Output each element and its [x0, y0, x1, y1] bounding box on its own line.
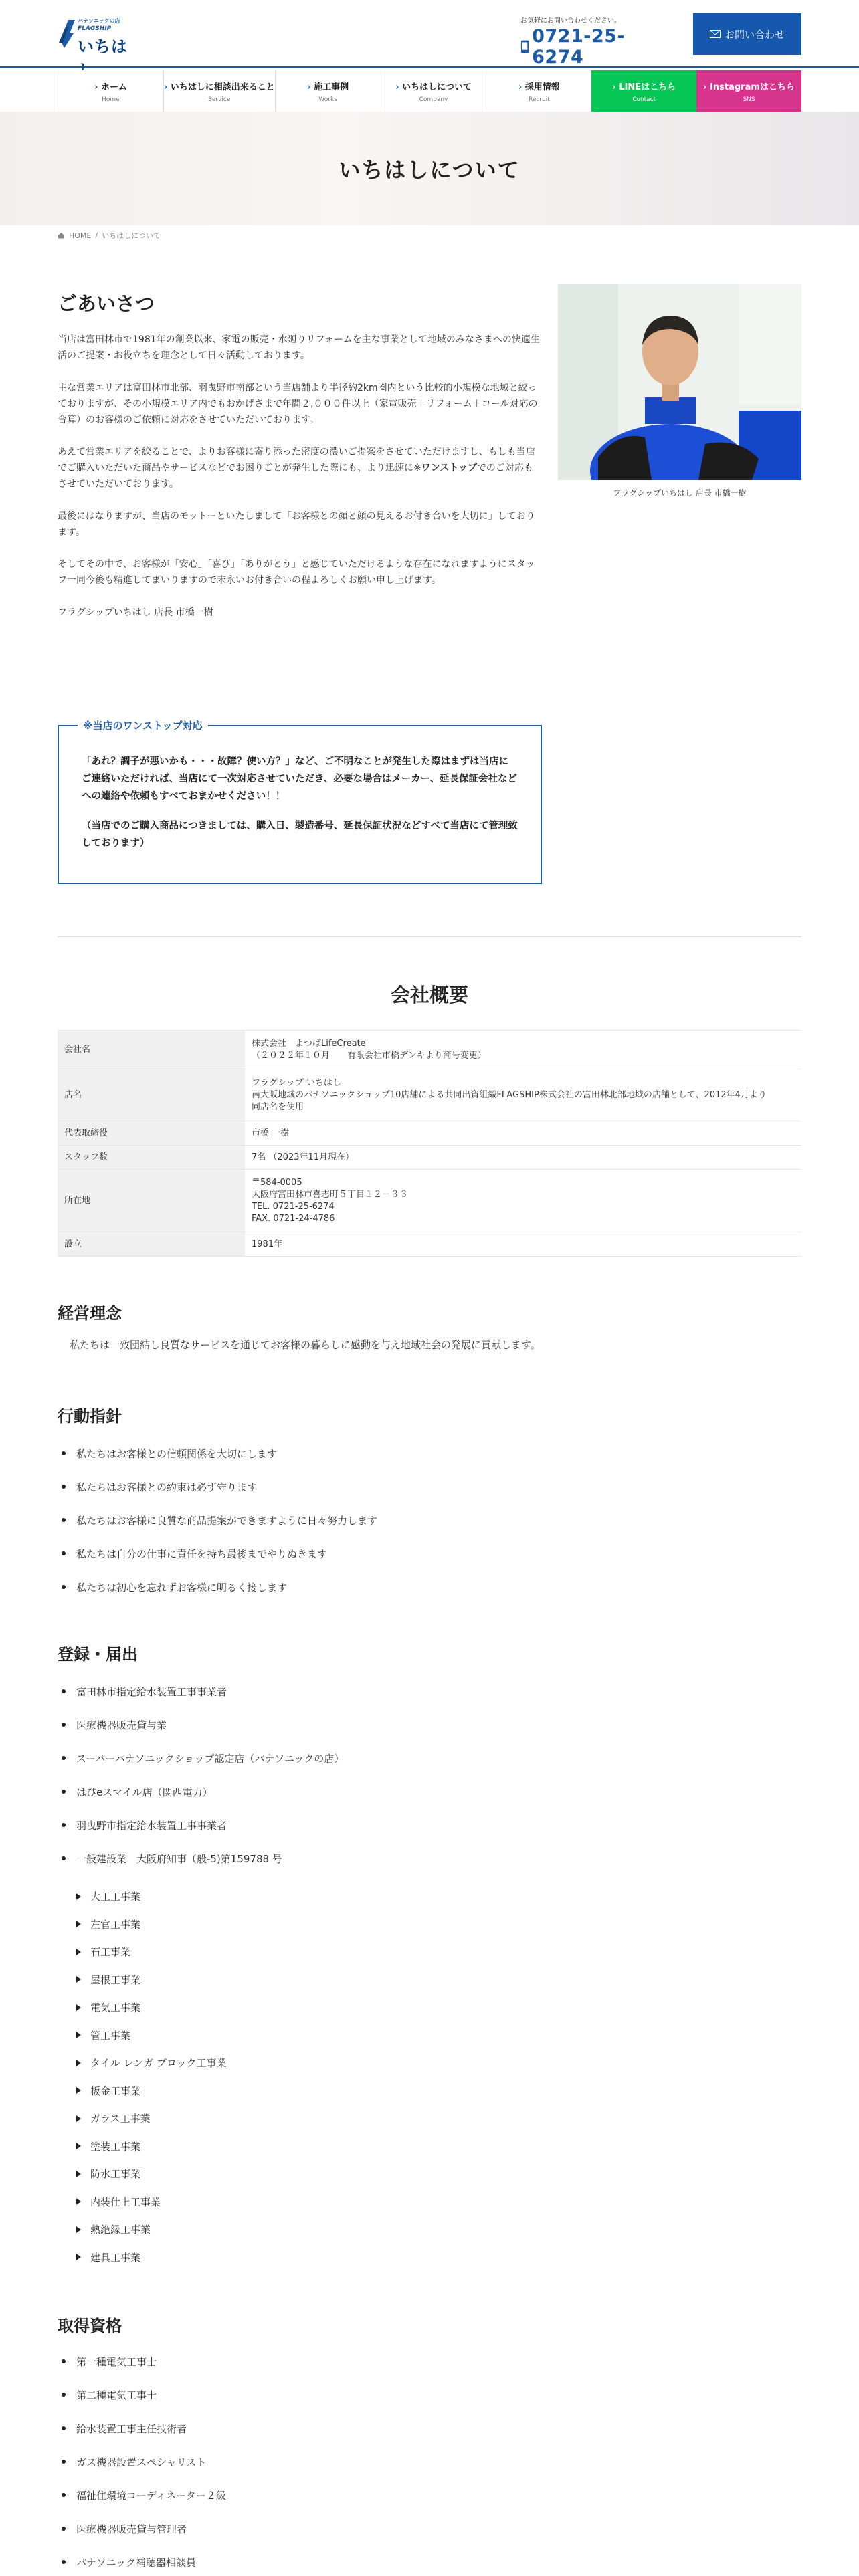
inquiry-label: お問い合わせ: [724, 28, 785, 41]
list-item: 屋根工事業: [74, 1966, 227, 1994]
nav-sub: Contact: [632, 96, 656, 103]
greeting-paragraph: 主な営業エリアは富田林市北部、羽曳野市南部という当店舗より半径約2km圏内という比較的小規模な地域と絞っておりますが、その小規模エリア内でもおかげさまで年間２,０００件以上（家電販売＋リフォーム＋コール対応の合算）のお客様のご依頼に対応をさせていただいております。: [58, 383, 538, 425]
nav-sub: Recruit: [528, 96, 550, 103]
registrations-title: 登録・届出: [58, 1645, 138, 1664]
page-title: いちはしについて: [339, 157, 520, 183]
table-header: スタッフ数: [58, 1146, 245, 1170]
list-item: ガラス工事業: [74, 2105, 227, 2133]
nav-label: › LINEはこちら: [612, 80, 676, 92]
list-item: 管工事業: [74, 2022, 227, 2050]
phone-number: 0721-25-6274: [532, 26, 626, 68]
table-row: [58, 1031, 801, 1069]
list-item: 塗装工事業: [74, 2133, 227, 2161]
list-item: 私たちはお客様との約束は必ず守ります: [60, 1470, 377, 1503]
nav-item-home[interactable]: [58, 70, 163, 112]
list-item: 防水工事業: [74, 2160, 227, 2188]
list-item: 大工工事業: [74, 1883, 227, 1911]
phone-icon: [520, 39, 529, 54]
nav-label: › いちはしに相談出来ること: [164, 80, 275, 92]
qualifications-title: 取得資格: [58, 2317, 122, 2335]
list-item: 私たちは自分の仕事に責任を持ち最後までやりぬきます: [60, 1537, 377, 1570]
logo-subtitle: パナソニックの店: [78, 18, 120, 24]
nav-label: › 施工事例: [307, 80, 349, 92]
list-item: 第二種電気工事士: [60, 2378, 226, 2411]
table-row: [58, 1069, 801, 1121]
table-header: 所在地: [58, 1170, 245, 1232]
guidelines-title: 行動指針: [58, 1407, 122, 1426]
table-header: 店名: [58, 1069, 245, 1121]
inquiry-button[interactable]: [693, 13, 801, 55]
table-cell: 市橋 一樹: [245, 1121, 801, 1146]
contact-note: お気軽にお問い合わせください。: [520, 17, 621, 25]
home-icon: [58, 232, 65, 239]
table-cell-line: 〒584-0005: [252, 1177, 302, 1188]
nav-sub: Works: [318, 96, 337, 103]
table-row: [58, 1232, 801, 1257]
list-item: 羽曳野市指定給水装置工事事業者: [60, 1808, 344, 1842]
table-cell-line: 大阪府富田林市喜志町５丁目１２－３３: [252, 1189, 409, 1200]
nav-item-instagram[interactable]: [696, 70, 801, 112]
nav-item-line[interactable]: [591, 70, 696, 112]
philosophy-text: 私たちは一致団結し良質なサービスを通じてお客様の暮らしに感動を与え地域社会の発展に貢献します。: [70, 1339, 541, 1351]
greeting-paragraph: [58, 444, 542, 492]
list-item: 電気工事業: [74, 1994, 227, 2022]
table-cell-line: 南大阪地域のパナソニックショップ10店舗による共同出資組織FLAGSHIP株式会社の富田林北部地域の店舗として、2012年4月より: [252, 1089, 767, 1100]
nav-sub: Service: [208, 96, 231, 103]
onestop-title: ※当店のワンストップ対応: [78, 718, 208, 732]
list-item: 第一種電気工事士: [60, 2345, 226, 2378]
guidelines-list: [60, 1436, 377, 1604]
qualifications-list: [60, 2345, 226, 2576]
company-table: [58, 1030, 801, 1257]
list-item: 私たちはお客様との信頼関係を大切にします: [60, 1436, 377, 1470]
list-item: タイル レンガ ブロック工事業: [74, 2049, 227, 2077]
greeting-body: [58, 332, 542, 637]
list-item: 建具工事業: [74, 2244, 227, 2272]
registrations-list: [60, 1675, 344, 1875]
nav-label: › 採用情報: [518, 80, 560, 92]
manager-portrait-illustration: [558, 284, 801, 480]
list-item: パナソニック補聴器相談員: [60, 2545, 226, 2576]
table-cell-line: フラグシップ いちはし: [252, 1077, 341, 1088]
nav-sub: SNS: [743, 96, 755, 103]
list-item: 福祉住環境コーディネーター２級: [60, 2478, 226, 2512]
manager-photo: [558, 284, 801, 480]
list-item: 板金工事業: [74, 2077, 227, 2105]
philosophy-title: 経営理念: [58, 1304, 122, 1323]
table-cell: 7名 （2023年11月現在）: [245, 1146, 801, 1170]
onestop-note: （当店でのご購入商品につきましては、購入日、製造番号、延長保証状況などすべて当店にて管理致しております）: [82, 821, 518, 849]
greeting-paragraph: そしてその中で、お客様が「安心」「喜び」「ありがとう」と感じていただけるような存在になれますようにスタッフ一同今後も精進してまいりますので末永いお付き合いの程よろしくお願い申し上げます。: [58, 559, 535, 586]
table-cell: [245, 1031, 801, 1069]
list-item: 熱絶縁工事業: [74, 2216, 227, 2244]
onestop-emphasis: ワンストップ: [421, 463, 477, 473]
table-header: 会社名: [58, 1031, 245, 1069]
nav-label: › Instagramはこちら: [703, 80, 795, 92]
table-cell: 1981年: [245, 1232, 801, 1257]
table-cell-line: 株式会社 よつばLifeCreate: [252, 1038, 366, 1049]
list-item: 内装仕上工事業: [74, 2188, 227, 2216]
nav-item-company[interactable]: [381, 70, 486, 112]
nav-item-works[interactable]: [275, 70, 381, 112]
list-item: 左官工事業: [74, 1911, 227, 1939]
nav-sub: Company: [419, 96, 448, 103]
construction-types-list: [74, 1883, 227, 2271]
list-item: 給水装置工事主任技術者: [60, 2411, 226, 2445]
greeting-signature: フラグシップいちはし 店長 市橋一樹: [58, 607, 213, 618]
table-cell-line: FAX. 0721-24-4786: [252, 1213, 335, 1224]
list-item: 私たちは初心を忘れずお客様に明るく接します: [60, 1570, 377, 1604]
global-nav: [58, 70, 801, 112]
mail-icon: [710, 30, 721, 38]
table-cell-line: （２０２２年１０月 有限会社市橋デンキより商号変更）: [252, 1050, 486, 1061]
table-header: 代表取締役: [58, 1121, 245, 1146]
breadcrumb: [58, 230, 161, 241]
table-row: [58, 1170, 801, 1232]
onestop-text: 「あれ？調子が悪いかも・・・故障？使い方？」など、ご不明なことが発生した際はまずは当店にご連絡いただければ、当店にて一次対応させていただき、必要な場合はメーカー、延長保証会社などへの連絡や依頼もすべておまかせください！！: [82, 756, 518, 802]
site-logo[interactable]: [58, 13, 136, 56]
list-item: 富田林市指定給水装置工事事業者: [60, 1675, 344, 1708]
list-item: 医療機器販売貸与管理者: [60, 2512, 226, 2545]
greeting-title: ごあいさつ: [58, 292, 155, 315]
section-divider: [58, 936, 801, 937]
header-contact: [520, 15, 668, 78]
greeting-text: あえて営業エリアを絞ることで、よりお客様に寄り添った密度の濃いご提案をさせていただけますし、もしも当店でご購入いただいた商品やサービスなどでお困りごとが発生した際にも、より迅速に※: [58, 447, 535, 473]
table-cell: [245, 1069, 801, 1121]
page-hero: [0, 112, 859, 225]
logo-mark-icon: [58, 13, 76, 52]
list-item: スーパーパナソニックショップ認定店（パナソニックの店）: [60, 1741, 344, 1775]
nav-item-service[interactable]: [163, 70, 275, 112]
table-cell-line: TEL. 0721-25-6274: [252, 1201, 335, 1212]
greeting-paragraph: 当店は富田林市で1981年の創業以来、家電の販売・水廻りリフォームを主な事業として地域のみなさまへの快適生活のご提案・お役立ちを理念として日々活動しております。: [58, 334, 540, 361]
company-title: 会社概要: [390, 984, 468, 1006]
table-row: [58, 1121, 801, 1146]
table-row: [58, 1146, 801, 1170]
nav-label: › いちはしについて: [395, 80, 472, 92]
nav-label: › ホーム: [94, 80, 127, 92]
list-item: 医療機器販売貸与業: [60, 1708, 344, 1741]
logo-name: いちは: [78, 37, 128, 56]
photo-caption: フラグシップいちはし 店長 市橋一樹: [613, 488, 747, 498]
logo-flagship: FLAGSHIP: [78, 25, 112, 32]
greeting-paragraph: 最後にはなりますが、当店のモットーといたしまして「お客様との顔と顔の見えるお付き合いを大切に」しております。: [58, 511, 535, 538]
nav-item-recruit[interactable]: [486, 70, 591, 112]
site-header: [0, 0, 859, 68]
list-item: ガス機器設置スペシャリスト: [60, 2445, 226, 2478]
onestop-box: [58, 720, 542, 884]
table-header: 設立: [58, 1232, 245, 1257]
table-cell-line: 同店名を使用: [252, 1101, 304, 1112]
list-item: 私たちはお客様に良質な商品提案ができますように日々努力します: [60, 1503, 377, 1537]
breadcrumb-separator: /: [95, 231, 98, 240]
greeting-text: でのご対応もさせていただいております。: [58, 463, 533, 490]
breadcrumb-current: いちはしについて: [102, 231, 161, 240]
nav-sub: Home: [102, 96, 120, 103]
table-cell: [245, 1170, 801, 1232]
breadcrumb-home[interactable]: HOME: [69, 231, 92, 240]
phone-link[interactable]: [520, 26, 668, 68]
list-item: はぴeスマイル店（関西電力）: [60, 1775, 344, 1808]
list-item: 石工事業: [74, 1938, 227, 1966]
list-item: 一般建設業 大阪府知事（般-5)第159788 号: [60, 1842, 344, 1875]
